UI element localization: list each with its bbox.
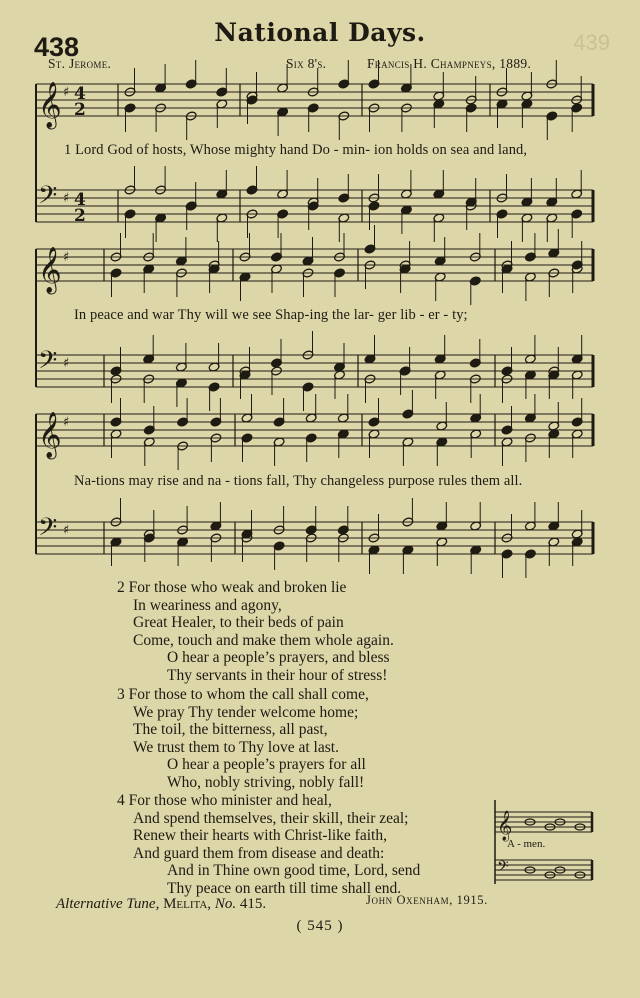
meter: Six 8's. bbox=[286, 56, 327, 71]
verse bbox=[117, 792, 497, 898]
lyric-line: Na-tions may rise and na - tions fall, Thy changeless purpose rules them all. bbox=[74, 473, 523, 489]
section-title: National Days. bbox=[214, 18, 426, 47]
verse-line: And in Thine own good time, Lord, send bbox=[167, 862, 421, 880]
treble-clef: 𝄞 bbox=[38, 82, 62, 128]
verse-line: Who, nobly striving, nobly fall! bbox=[167, 773, 365, 791]
verse-line: Thy peace on earth till time shall end. bbox=[167, 879, 402, 897]
bass-clef: 𝄢 bbox=[38, 181, 58, 216]
bass-clef: 𝄢 bbox=[497, 858, 509, 879]
verse-line: Thy servants in their hour of stress! bbox=[167, 666, 388, 684]
verse-line: Renew their hearts with Christ-like faith, bbox=[133, 827, 387, 845]
verse-number: 4 bbox=[117, 792, 125, 809]
verse-line: 2 For those who weak and broken lie bbox=[117, 579, 347, 596]
author: John Oxenham, 1915. bbox=[366, 893, 488, 907]
time-signature: 2 bbox=[74, 206, 86, 226]
treble-clef: 𝄞 bbox=[38, 247, 62, 293]
lyric-line: 1 Lord God of hosts, Whose mighty hand Do - min- ion holds on sea and land, bbox=[64, 142, 528, 158]
sharp-sign: ♯ bbox=[63, 356, 70, 371]
sharp-sign: ♯ bbox=[63, 85, 70, 100]
time-signature: 4 bbox=[74, 190, 86, 210]
page-number: ( 545 ) bbox=[296, 918, 344, 934]
verse bbox=[117, 686, 497, 792]
sharp-sign: ♯ bbox=[63, 523, 70, 538]
verse-line: And guard them from disease and death: bbox=[133, 844, 385, 862]
treble-clef: 𝄞 bbox=[38, 412, 62, 458]
sharp-sign: ♯ bbox=[63, 415, 70, 430]
verse-line: In weariness and agony, bbox=[133, 596, 282, 614]
lyric-line: In peace and war Thy will we see Shap-ing the lar- ger lib - er - ty; bbox=[74, 307, 468, 323]
tune-name: St. Jerome. bbox=[48, 56, 112, 71]
verse-line: 3 For those to whom the call shall come, bbox=[117, 686, 369, 703]
amen-lyric: A - men. bbox=[507, 838, 546, 850]
hymn-number: 438 bbox=[34, 32, 80, 62]
composer: Francis H. Champneys, 1889. bbox=[367, 56, 532, 71]
verse-line: We pray Thy tender welcome home; bbox=[133, 703, 359, 721]
verse-line: O hear a people’s prayers, and bless bbox=[167, 649, 390, 667]
verse-line: We trust them to Thy love at last. bbox=[133, 738, 339, 756]
faded-page-number: 439 bbox=[573, 30, 610, 55]
alternative-tune: Alternative Tune, Melita, No. 415. bbox=[56, 896, 267, 912]
bass-clef: 𝄢 bbox=[38, 346, 58, 381]
treble-clef: 𝄞 bbox=[497, 811, 513, 841]
verse-number: 2 bbox=[117, 579, 125, 596]
verse-line: 4 For those who minister and heal, bbox=[117, 792, 332, 809]
verse-line: Come, touch and make them whole again. bbox=[133, 631, 394, 649]
verse-line: And spend themselves, their skill, their zeal; bbox=[133, 809, 409, 827]
sharp-sign: ♯ bbox=[63, 250, 70, 265]
bass-clef: 𝄢 bbox=[38, 513, 58, 548]
sharp-sign: ♯ bbox=[63, 191, 70, 206]
verse-number: 3 bbox=[117, 686, 125, 703]
time-signature: 2 bbox=[74, 100, 86, 120]
verse-line: Great Healer, to their beds of pain bbox=[133, 614, 344, 632]
time-signature: 4 bbox=[74, 84, 86, 104]
verse-line: O hear a people’s prayers for all bbox=[167, 756, 366, 774]
verse bbox=[117, 579, 497, 685]
verse-line: The toil, the bitterness, all past, bbox=[133, 721, 328, 739]
